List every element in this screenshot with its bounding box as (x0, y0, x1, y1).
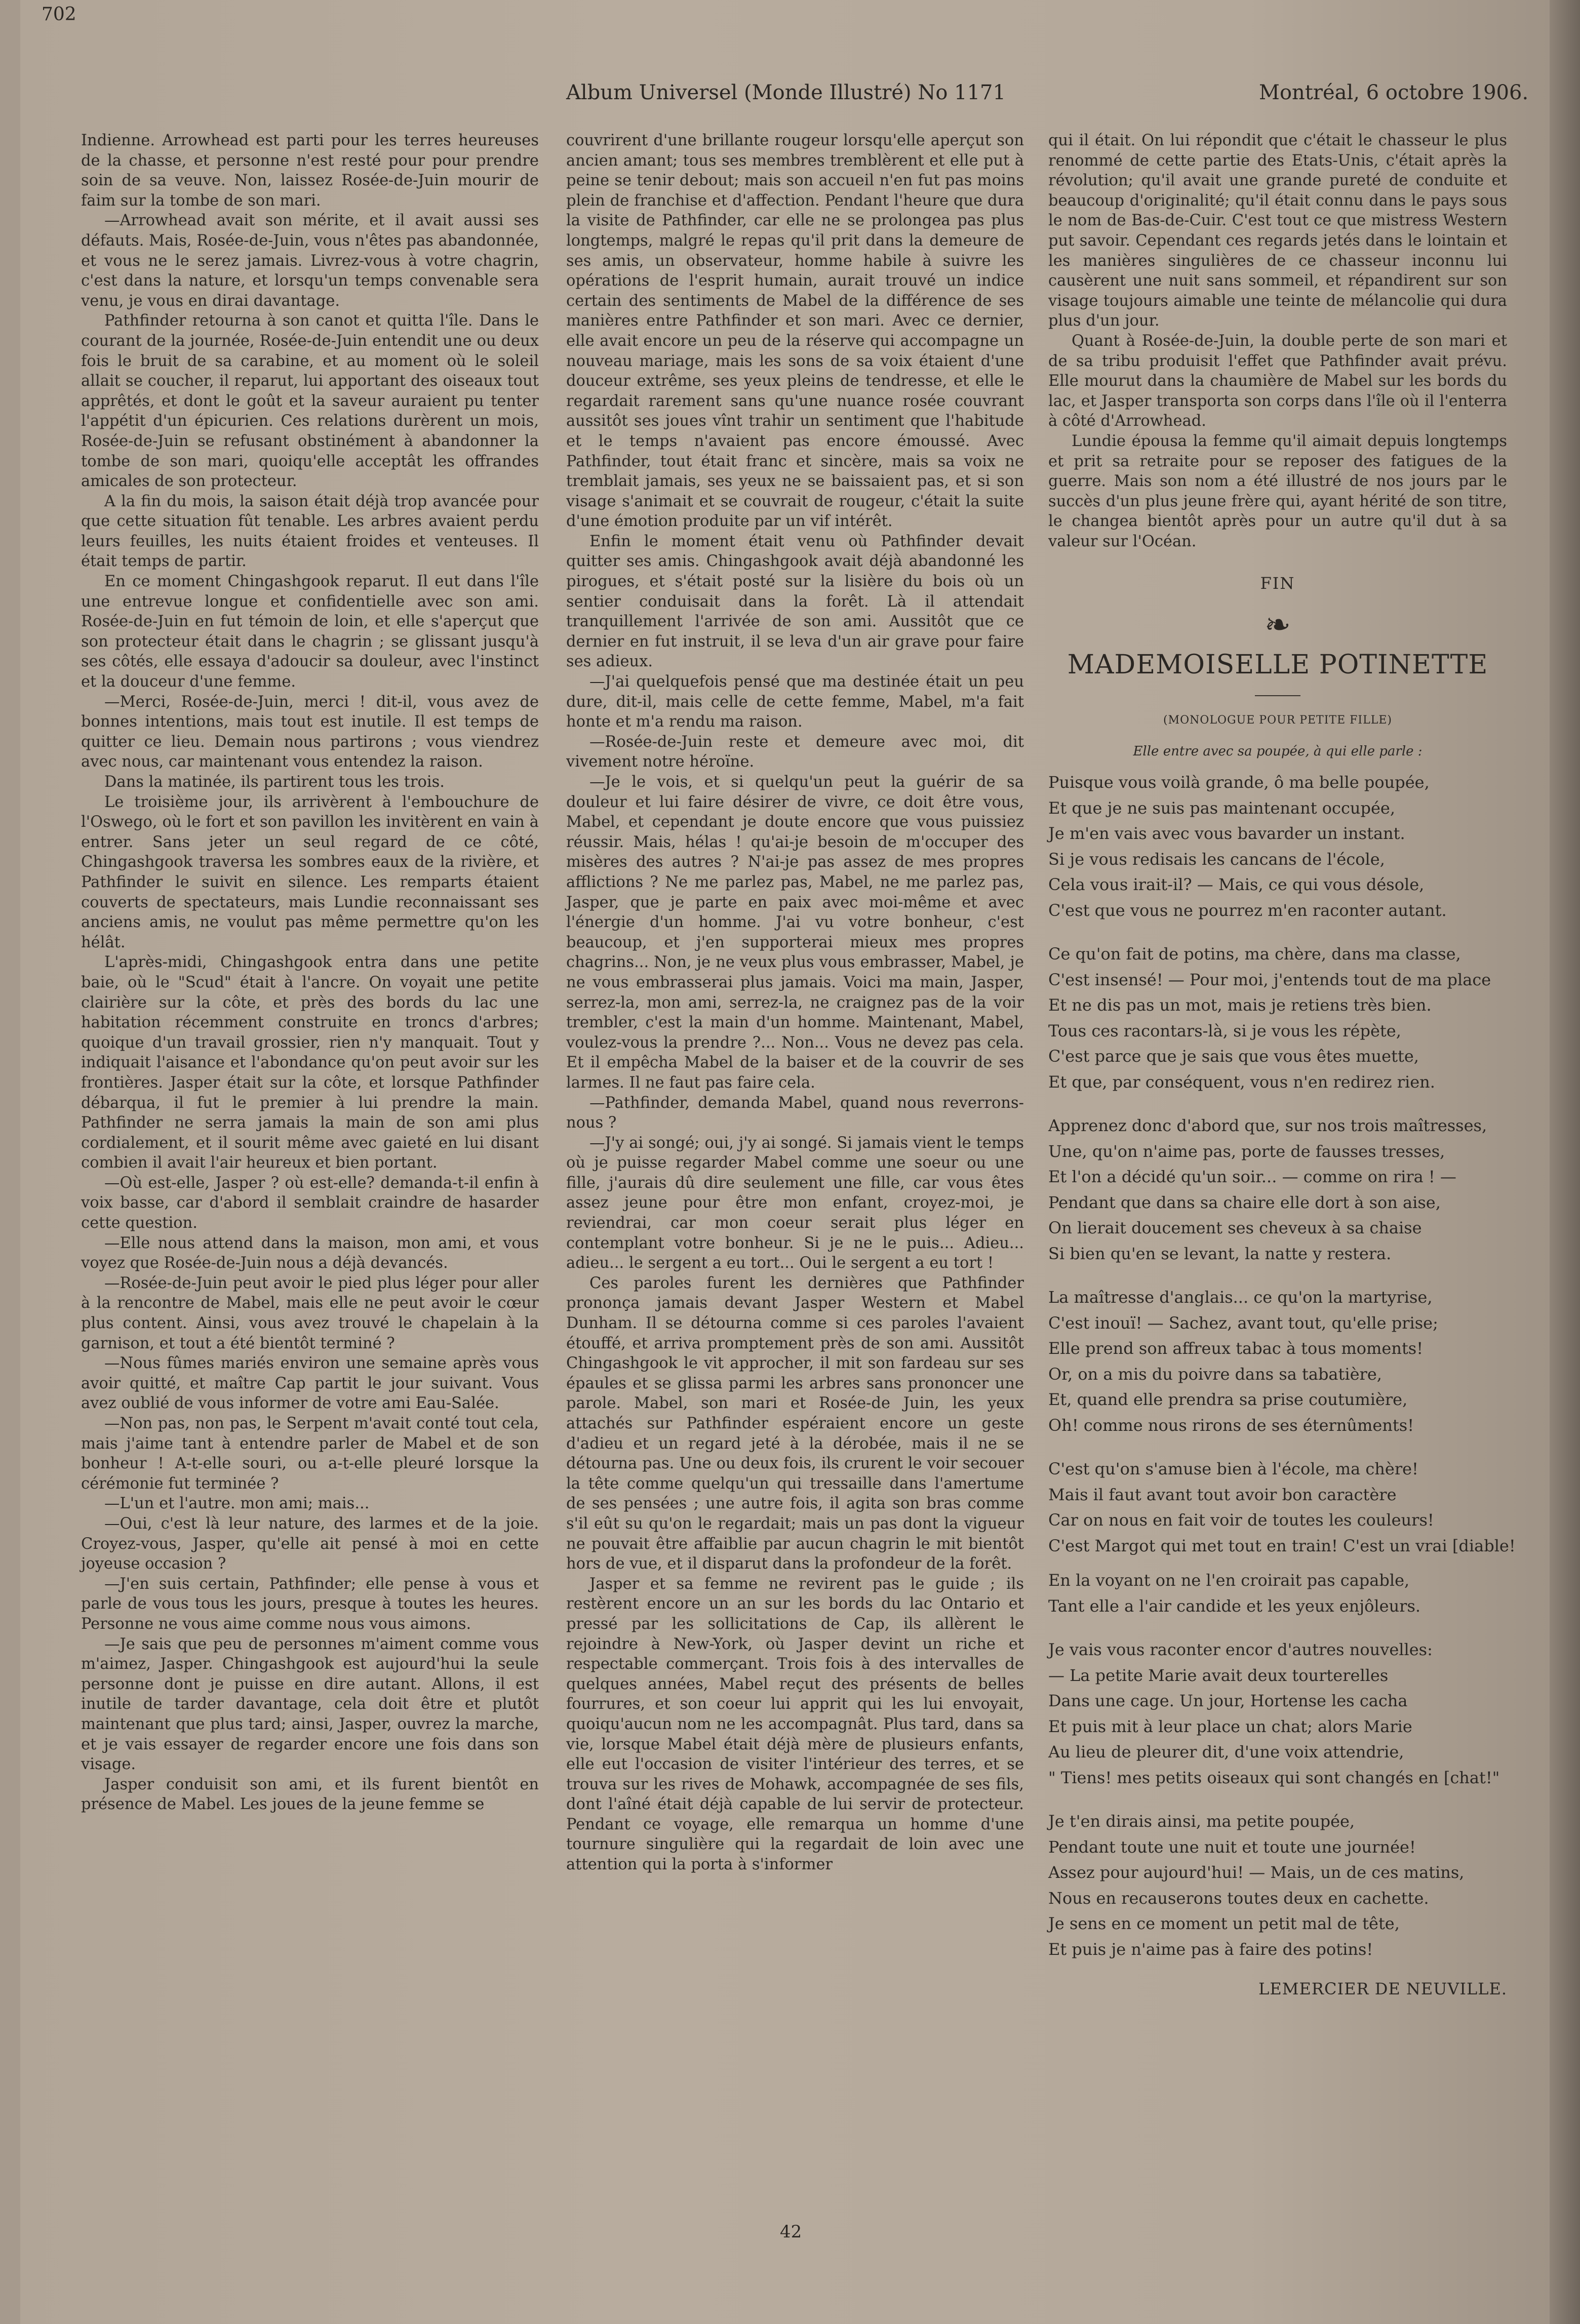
verse-line: C'est insensé! — Pour moi, j'entends tout de ma place (1048, 970, 1491, 989)
page-number: 702 (42, 4, 76, 25)
verse-line: La maîtresse d'anglais... ce qu'on la martyrise, (1048, 1288, 1433, 1307)
verse-line: " Tiens! mes petits oiseaux qui sont changés en [chat!" (1048, 1768, 1500, 1787)
verse-line: C'est que vous ne pourrez m'en raconter autant. (1048, 900, 1447, 920)
verse-line: C'est parce que je sais que vous êtes muette, (1048, 1047, 1419, 1066)
verse-line: En la voyant on ne l'en croirait pas capable, (1048, 1571, 1410, 1590)
stanza (1048, 1637, 1507, 1790)
verse-line: Oh! comme nous rirons de ses éternûments! (1048, 1415, 1414, 1435)
verse-line: Or, on a mis du poivre dans sa tabatière, (1048, 1364, 1382, 1384)
paragraph: Enfin le moment était venu où Pathfinder devait quitter ses amis. Chingashgook avait déjà abandonné les pirogues, et s'était posté sur la lisière du bois où un sentier conduisait dans la forêt. Là il attendait tranquillement l'arrivée de son ami. Aussitôt que ce dernier en fut instruit, il se leva d'un air grave pour faire ses adieux. (566, 532, 1024, 671)
verse-line: Je sens en ce moment un petit mal de tête, (1048, 1914, 1400, 1934)
stanza (1048, 1456, 1516, 1558)
verse-line: Et l'on a décidé qu'un soir... — comme on rira ! — (1048, 1167, 1456, 1187)
masthead-date: Montréal, 6 octobre 1906. (1259, 81, 1529, 104)
paragraph: Lundie épousa la femme qu'il aimait depuis longtemps et prit sa retraite pour se reposer des fatigues de la guerre. Mais son nom a été illustré de nos jours par le succès d'un plus jeune frère qui, ayant hérité de son titre, le changea bientôt après pour un autre qu'il dut à sa valeur sur l'Océan. (1048, 432, 1507, 550)
column-1 (81, 131, 539, 1815)
verse-line: Et que je ne suis pas maintenant occupée, (1048, 798, 1395, 818)
verse-line: Nous en recauserons toutes deux en cachette. (1048, 1888, 1429, 1908)
paragraph: —Je sais que peu de personnes m'aiment comme vous m'aimez, Jasper. Chingashgook est aujourd'hui la seule personne dont je puisse en dire autant. Allons, il est inutile de tarder davantage, cela doit être et plutôt maintenant que plus tard; ainsi, Jasper, ouvrez la marche, et je vais essayer de regarder encore une fois dans son visage. (81, 1635, 539, 1774)
paragraph: —Rosée-de-Juin peut avoir le pied plus léger pour aller à la rencontre de Mabel, mais elle ne peut avoir le cœur plus content. Ainsi, vous avez trouvé le chapelain à la garnison, et tout a été bientôt terminé ? (81, 1274, 539, 1352)
verse-line: Si bien qu'en se levant, la natte y restera. (1048, 1244, 1392, 1263)
verse-line: Puisque vous voilà grande, ô ma belle poupée, (1048, 773, 1430, 792)
verse-line: — La petite Marie avait deux tourterelles (1048, 1665, 1389, 1685)
paragraph: Ces paroles furent les dernières que Pathfinder prononça jamais devant Jasper Western et Mabel Dunham. Il se détourna comme si ces paroles l'avaient étouffé, et arriva promptement près de son ami. Aussitôt Chingashgook le vit approcher, il mit son fardeau sur ses épaules et se glissa parmi les arbres sans prononcer une parole. Mabel, son mari et Rosée-de Juin, les yeux attachés sur Pathfinder espéraient encore un geste d'adieu et un regard jeté à la dérobée, mais il ne se détourna pas. Une ou deux fois, ils crurent le voir secouer la tête comme quelqu'un qui tressaille dans l'amertume de ses pensées ; une autre fois, il agita son bras comme s'il eût su qu'on le regardait; mais un pas dont la vigueur ne pouvait être affaiblie par aucun chagrin le mit bientôt hors de vue, et il disparut dans la profondeur de la forêt. (566, 1274, 1024, 1573)
paragraph: Jasper et sa femme ne revirent pas le guide ; ils restèrent encore un an sur les bords du lac Ontario et pressé par les sollicitations de Cap, ils allèrent le rejoindre à New-York, où Jasper devint un riche et respectable commerçant. Trois fois à des intervalles de quelques années, Mabel reçut des présents de belles fourrures, et son coeur lui apprit qui les lui envoyait, quoiqu'aucun nom ne les accompagnât. Plus tard, dans sa vie, lorsque Mabel était déjà mère de plusieurs enfants, elle eut l'occasion de visiter l'intérieur des terres, et se trouva sur les rives de Mohawk, accompagnée de ses fils, dont l'aîné était déjà capable de lui servir de protecteur. Pendant ce voyage, elle remarqua un homme d'une tournure singulière qui la regardait de loin avec une attention qui la porta à s'informer (566, 1575, 1024, 1874)
column-2 (566, 131, 1024, 1875)
verse-line: Elle prend son affreux tabac à tous moments! (1048, 1339, 1424, 1358)
paragraph: Indienne. Arrowhead est parti pour les terres heureuses de la chasse, et personne n'est resté pour pour prendre soin de sa veuve. Non, laissez Rosée-de-Juin mourir de faim sur la tombe de son mari. (81, 132, 539, 210)
verse-line: Une, qu'on n'aime pas, porte de fausses tresses, (1048, 1141, 1445, 1161)
verse-line: Cela vous irait-il? — Mais, ce qui vous désole, (1048, 875, 1425, 895)
paragraph: Le troisième jour, ils arrivèrent à l'embouchure de l'Oswego, où le fort et son pavillon les invitèrent en vain à entrer. Sans jeter un seul regard de ce côté, Chingashgook traversa les sombres eaux de la rivière, et Pathfinder le suivit en silence. Les remparts étaient couverts de spectateurs, mais Lundie reconnaissant ses anciens amis, ne voulut pas même permettre qu'on les hélât. (81, 793, 539, 951)
paragraph: —Oui, c'est là leur nature, des larmes et de la joie. Croyez-vous, Jasper, qu'elle ait pensé à moi en cette joyeuse occasion ? (81, 1514, 539, 1573)
poem-subtitle: (MONOLOGUE POUR PETITE FILLE) (1163, 714, 1392, 727)
paragraph: Dans la matinée, ils partirent tous les trois. (104, 773, 445, 791)
paragraph: —Arrowhead avait son mérite, et il avait aussi ses défauts. Mais, Rosée-de-Juin, vous n'êtes pas abandonnée, et vous ne le serez jamais. Livrez-vous à votre chagrin, c'est dans la nature, et lorsqu'un temps convenable sera venu, je vous en dirai davantage. (81, 212, 539, 310)
paragraph: —Elle nous attend dans la maison, mon ami, et vous voyez que Rosée-de-Juin nous a déjà devancés. (81, 1234, 539, 1272)
footer-page-number: 42 (780, 2222, 802, 2242)
verse-line: Car on nous en fait voir de toutes les couleurs! (1048, 1510, 1434, 1530)
paragraph: En ce moment Chingashgook reparut. Il eut dans l'île une entrevue longue et confidentielle avec son ami. Rosée-de-Juin en fut témoin de loin, et elle s'aperçut que son protecteur était dans le chagrin ; se glissant jusqu'à ses côtés, elle essaya d'adoucir sa douleur, avec l'instinct et la douceur d'une femme. (81, 573, 539, 691)
verse-line: Pendant toute une nuit et toute une journée! (1048, 1837, 1416, 1857)
verse-line: Pendant que dans sa chaire elle dort à son aise, (1048, 1192, 1441, 1212)
title-rule (1255, 695, 1300, 696)
paragraph: —Je le vois, et si quelqu'un peut la guérir de sa douleur et lui faire désirer de vivre, ce doit être vous, Mabel, et cependant je doute encore que vous puissiez réussir. Mais, hélas ! qu'ai-je besoin de m'occuper des misères des autres ? N'ai-je pas assez de mes propres afflictions ? Ne me parlez pas, Mabel, ne me parlez pas, Jasper, que je parte en paix avec moi-même et avec l'énergie d'un homme. J'ai vu votre bonheur, c'est beaucoup, et j'en supporterai mieux mes propres chagrins... Non, je ne veux plus vous embrasser, Mabel, je ne vous embrasserai plus jamais. Voici ma main, Jasper, serrez-la, mon ami, serrez-la, ne craignez pas de la voir trembler, c'est la main d'un homme. Maintenant, Mabel, voulez-vous la prendre ?... Non... Vous ne devez pas cela. Et il empêcha Mabel de la baiser et de la couvrir de ses larmes. Il ne faut pas faire cela. (566, 773, 1024, 1092)
paragraph: couvrirent d'une brillante rougeur lorsqu'elle aperçut son ancien amant; tous ses membres tremblèrent et elle put à peine se tenir debout; mais son accueil n'en fut pas moins plein de franchise et d'affection. Pendant l'heure que dura la visite de Pathfinder, car elle ne se prolongea pas plus longtemps, malgré le repas qu'il prit dans la demeure de ses amis, un observateur, homme habile à suivre les opérations de l'esprit humain, aurait trouvé un indice certain des sentiments de Mabel de la différence de ses manières entre Pathfinder et son mari. Avec ce dernier, elle avait encore un peu de la réserve qui accompagne un nouveau mariage, mais les sons de sa voix étaient d'une douceur extrême, ses yeux pleins de tendresse, et elle le regardait rarement sans qu'une nuance rosée couvrant aussitôt ses joues vînt trahir un sentiment que l'habitude et le temps n'avaient pas encore émoussé. Avec Pathfinder, tout était franc et sincère, mais sa voix ne tremblait jamais, ses yeux ne se baissaient pas, et si son visage s'animait et se couvrait de rougeur, c'était la suite d'une émotion produite par un vif intérêt. (566, 132, 1024, 531)
verse-line: C'est qu'on s'amuse bien à l'école, ma chère! (1048, 1459, 1418, 1479)
verse-line: Dans une cage. Un jour, Hortense les cacha (1048, 1691, 1408, 1711)
paragraph: —Pathfinder, demanda Mabel, quand nous reverrons-nous ? (566, 1094, 1024, 1132)
paragraph: L'après-midi, Chingashgook entra dans une petite baie, où le "Scud" était à l'ancre. On voyait une petite clairière sur la côte, et près des bords du lac une habitation récemment construite en troncs d'arbres; quoique d'un travail grossier, rien n'y manquait. Tout y indiquait l'aisance et l'abondance qu'on peut avoir sur les frontières. Jasper était sur la côte, et lorsque Pathfinder débarqua, il fut le premier à lui prendre la main. Pathfinder ne serra jamais la main de son ami plus cordialement, et il sourit même avec gaieté en lui disant combien il avait l'air heureux et bien portant. (81, 953, 539, 1172)
fleuron-ornament-icon: ❧ (1265, 606, 1291, 644)
verse-line: C'est inouï! — Sachez, avant tout, qu'elle prise; (1048, 1313, 1438, 1333)
paragraph: —Non pas, non pas, le Serpent m'avait conté tout cela, mais j'aime tant à entendre parler de Mabel et de son bonheur ! A-t-elle souri, ou a-t-elle pleuré lorsque la cérémonie fut terminée ? (81, 1415, 539, 1493)
stanza (1048, 941, 1507, 1095)
masthead-title: Album Universel (Monde Illustré) No 1171 (566, 81, 1006, 104)
stanza (1048, 1568, 1507, 1619)
poem-title: MADEMOISELLE POTINETTE (1067, 650, 1488, 680)
paragraph: qui il était. On lui répondit que c'était le chasseur le plus renommé de cette partie des Etats-Unis, c'était après la révolution; qu'il avait une grande pureté de conduite et beaucoup d'originalité; qu'il était connu dans le pays sous le nom de Bas-de-Cuir. C'est tout ce que mistress Western put savoir. Cependant ces regards jetés dans le lointain et les manières singulières de ce chasseur inconnu lui causèrent une nuit sans sommeil, et répandirent sur son visage toujours aimable une teinte de mélancolie qui dura plus d'un jour. (1048, 132, 1507, 330)
verse-line: Tant elle a l'air candide et les yeux enjôleurs. (1048, 1596, 1421, 1616)
verse-line: On lierait doucement ses cheveux à sa chaise (1048, 1218, 1422, 1238)
paragraph: Quant à Rosée-de-Juin, la double perte de son mari et de sa tribu produisit l'effet que Pathfinder avait prévu. Elle mourut dans la chaumière de Mabel sur les bords du lac, et Jasper transporta son corps dans l'île où il l'enterra à côté d'Arrowhead. (1048, 332, 1507, 430)
verse-line: Et puis mit à leur place un chat; alors Marie (1048, 1716, 1412, 1736)
verse-line: Assez pour aujourd'hui! — Mais, un de ces matins, (1048, 1863, 1465, 1882)
paragraph: —J'ai quelquefois pensé que ma destinée était un peu dure, dit-il, mais celle de cette femme, Mabel, m'a fait honte et m'a rendu ma raison. (566, 673, 1024, 731)
paragraph: A la fin du mois, la saison était déjà trop avancée pour que cette situation fût tenable. Les arbres avaient perdu leurs feuilles, les nuits étaient froides et venteuses. Il était temps de partir. (81, 492, 539, 571)
verse-line: Ce qu'on fait de potins, ma chère, dans ma classe, (1048, 944, 1461, 964)
verse-line: Si je vous redisais les cancans de l'école, (1048, 849, 1385, 869)
stanza (1048, 1809, 1507, 1962)
column-3 (1048, 131, 1516, 1999)
verse-line: Je vais vous raconter encor d'autres nouvelles: (1048, 1640, 1433, 1660)
stage-direction: Elle entre avec sa poupée, à qui elle parle : (1133, 743, 1423, 759)
paragraph: Jasper conduisit son ami, et ils furent bientôt en présence de Mabel. Les joues de la jeune femme se (81, 1775, 539, 1814)
story-end-fin: FIN (1260, 574, 1295, 593)
stanza (1048, 1113, 1507, 1266)
paragraph: —Rosée-de-Juin reste et demeure avec moi, dit vivement notre héroïne. (566, 733, 1024, 771)
verse-line: Apprenez donc d'abord que, sur nos trois maîtresses, (1048, 1116, 1487, 1136)
verse-line: Et que, par conséquent, vous n'en redirez rien. (1048, 1072, 1435, 1092)
verse-line: Je t'en dirais ainsi, ma petite poupée, (1048, 1812, 1355, 1831)
verse-line: Et, quand elle prendra sa prise coutumière, (1048, 1390, 1408, 1410)
paragraph: —Nous fûmes mariés environ une semaine après vous avoir quitté, et maître Cap partit le jour suivant. Vous avez oublié de vous informer de votre ami Eau-Salée. (81, 1354, 539, 1413)
verse-line: Et puis je n'aime pas à faire des potins! (1048, 1939, 1373, 1959)
stanza (1048, 1285, 1507, 1438)
verse-line: Au lieu de pleurer dit, d'une voix attendrie, (1048, 1742, 1404, 1762)
page-edge (1550, 0, 1580, 2324)
paragraph: —J'y ai songé; oui, j'y ai songé. Si jamais vient le temps où je puisse regarder Mabel comme une soeur ou une fille, j'aurais dû dire seulement une fille, car vous êtes assez jeune pour être mon enfant, croyez-moi, je reviendrai, car mon coeur serait plus léger en contemplant votre bonheur. Si je ne le puis... Adieu... adieu... le sergent a eu tort... Oui le sergent a eu tort ! (566, 1134, 1024, 1272)
poem-author: LEMERCIER DE NEUVILLE. (1258, 1979, 1507, 1999)
verse-line: C'est Margot qui met tout en train! C'est un vrai [diable! (1048, 1536, 1516, 1555)
verse-line: Mais il faut avant tout avoir bon caractère (1048, 1485, 1397, 1504)
paragraph: —Où est-elle, Jasper ? où est-elle? demanda-t-il enfin à voix basse, car d'abord il semblait craindre de hasarder cette question. (81, 1174, 539, 1232)
verse-line: Et ne dis pas un mot, mais je retiens très bien. (1048, 995, 1432, 1015)
verse-line: Je m'en vais avec vous bavarder un instant. (1048, 824, 1405, 844)
verse-line: Tous ces racontars-là, si je vous les répète, (1048, 1021, 1401, 1040)
paragraph: —J'en suis certain, Pathfinder; elle pense à vous et parle de vous tous les jours, presque à toutes les heures. Personne ne vous aime comme nous vous aimons. (81, 1575, 539, 1633)
paragraph: —Merci, Rosée-de-Juin, merci ! dit-il, vous avez de bonnes intentions, mais tout est inutile. Il est temps de quitter ce lieu. Demain nous partirons ; vous viendrez avec nous, car maintenant vous entendez la raison. (81, 693, 539, 771)
stanza (1048, 770, 1507, 923)
paragraph: —L'un et l'autre. mon ami; mais... (104, 1495, 370, 1513)
paragraph: Pathfinder retourna à son canot et quitta l'île. Dans le courant de la journée, Rosée-de-Juin entendit une ou deux fois le bruit de sa carabine, et au moment où le soleil allait se coucher, il reparut, lui apportant des oiseaux tout apprêtés, et dont le goût et la saveur auraient pu tenter l'appétit d'un épicurien. Ces relations durèrent un mois, Rosée-de-Juin se refusant obstinément à abandonner la tombe de son mari, quoiqu'elle acceptât les offrandes amicales de son protecteur. (81, 312, 539, 491)
